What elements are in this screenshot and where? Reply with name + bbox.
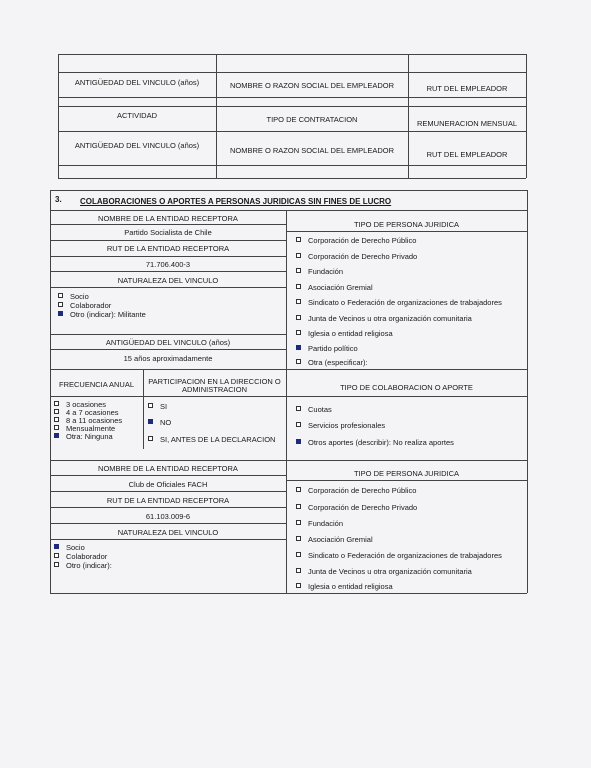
checked-checkbox-icon	[296, 439, 301, 444]
checkbox-icon	[296, 487, 301, 492]
empleador-header-2: NOMBRE O RAZON SOCIAL DEL EMPLEADOR	[229, 146, 395, 155]
entity1-naturaleza-label: NATURALEZA DEL VINCULO	[117, 276, 219, 285]
entity2-rut-value: 61.103.009-6	[145, 512, 191, 521]
colaboracion-label: TIPO DE COLABORACION O APORTE	[340, 383, 473, 392]
entity1-rut-label: RUT DE LA ENTIDAD RECEPTORA	[106, 244, 230, 253]
actividad-header: ACTIVIDAD	[116, 111, 157, 120]
checked-checkbox-icon	[296, 345, 301, 350]
participacion-label-1: PARTICIPACION EN LA DIRECCION O	[148, 377, 281, 386]
participacion-label-2: ADMINISTRACION	[181, 385, 247, 394]
entity2-naturaleza-label: NATURALEZA DEL VINCULO	[117, 528, 219, 537]
checkbox-icon	[54, 425, 59, 430]
entity1-nombre-label: NOMBRE DE LA ENTIDAD RECEPTORA	[98, 214, 238, 223]
checkbox-icon	[296, 284, 301, 289]
checkbox-icon	[296, 583, 301, 588]
empleador-header-1: NOMBRE O RAZON SOCIAL DEL EMPLEADOR	[229, 81, 395, 90]
checkbox-icon	[54, 562, 59, 567]
checkbox-icon	[296, 299, 301, 304]
checkbox-icon	[54, 553, 59, 558]
entity1-antiguedad-label: ANTIGÜEDAD DEL VINCULO (años)	[105, 338, 231, 347]
rut-empleador-header-1: RUT DEL EMPLEADOR	[426, 84, 508, 93]
checkbox-icon	[58, 302, 63, 307]
checked-checkbox-icon	[54, 544, 59, 549]
checkbox-icon	[296, 536, 301, 541]
checkbox-icon	[296, 253, 301, 258]
antiguedad-header-1: ANTIGÜEDAD DEL VINCULO (años)	[74, 78, 200, 87]
antiguedad-header-2: ANTIGÜEDAD DEL VINCULO (años)	[74, 141, 200, 150]
checkbox-icon	[58, 293, 63, 298]
checkbox-icon	[296, 568, 301, 573]
rut-empleador-header-2: RUT DEL EMPLEADOR	[426, 150, 508, 159]
section-number: 3.	[55, 195, 62, 204]
remuneracion-header: REMUNERACION MENSUAL	[416, 119, 517, 128]
checkbox-icon	[296, 330, 301, 335]
frecuencia-label: FRECUENCIA ANUAL	[58, 380, 135, 389]
checked-checkbox-icon	[54, 433, 59, 438]
checkbox-icon	[296, 552, 301, 557]
entity1-antiguedad-value: 15 años aproximadamente	[123, 354, 213, 363]
checkbox-icon	[296, 237, 301, 242]
checkbox-icon	[296, 520, 301, 525]
section-title: COLABORACIONES O APORTES A PERSONAS JURIDICAS SIN FINES DE LUCRO	[80, 197, 392, 206]
entity1-tipo-label: TIPO DE PERSONA JURIDICA	[353, 220, 460, 229]
checkbox-icon	[296, 359, 301, 364]
checkbox-icon	[296, 315, 301, 320]
checkbox-icon	[148, 436, 153, 441]
entity1-rut-value: 71.706.400-3	[145, 260, 191, 269]
checkbox-icon	[54, 417, 59, 422]
entity2-nombre-label: NOMBRE DE LA ENTIDAD RECEPTORA	[98, 464, 238, 473]
tipo-contratacion-header: TIPO DE CONTRATACION	[266, 115, 358, 124]
entity2-nombre-value: Club de Oficiales FACH	[128, 480, 208, 489]
entity1-nombre-value: Partido Socialista de Chile	[124, 228, 212, 237]
checked-checkbox-icon	[58, 311, 63, 316]
checkbox-icon	[296, 268, 301, 273]
checkbox-icon	[54, 401, 59, 406]
checkbox-icon	[296, 422, 301, 427]
checked-checkbox-icon	[148, 419, 153, 424]
checkbox-icon	[54, 409, 59, 414]
entity2-rut-label: RUT DE LA ENTIDAD RECEPTORA	[106, 496, 230, 505]
entity2-tipo-label: TIPO DE PERSONA JURIDICA	[353, 469, 460, 478]
checkbox-icon	[148, 403, 153, 408]
checkbox-icon	[296, 406, 301, 411]
checkbox-icon	[296, 504, 301, 509]
